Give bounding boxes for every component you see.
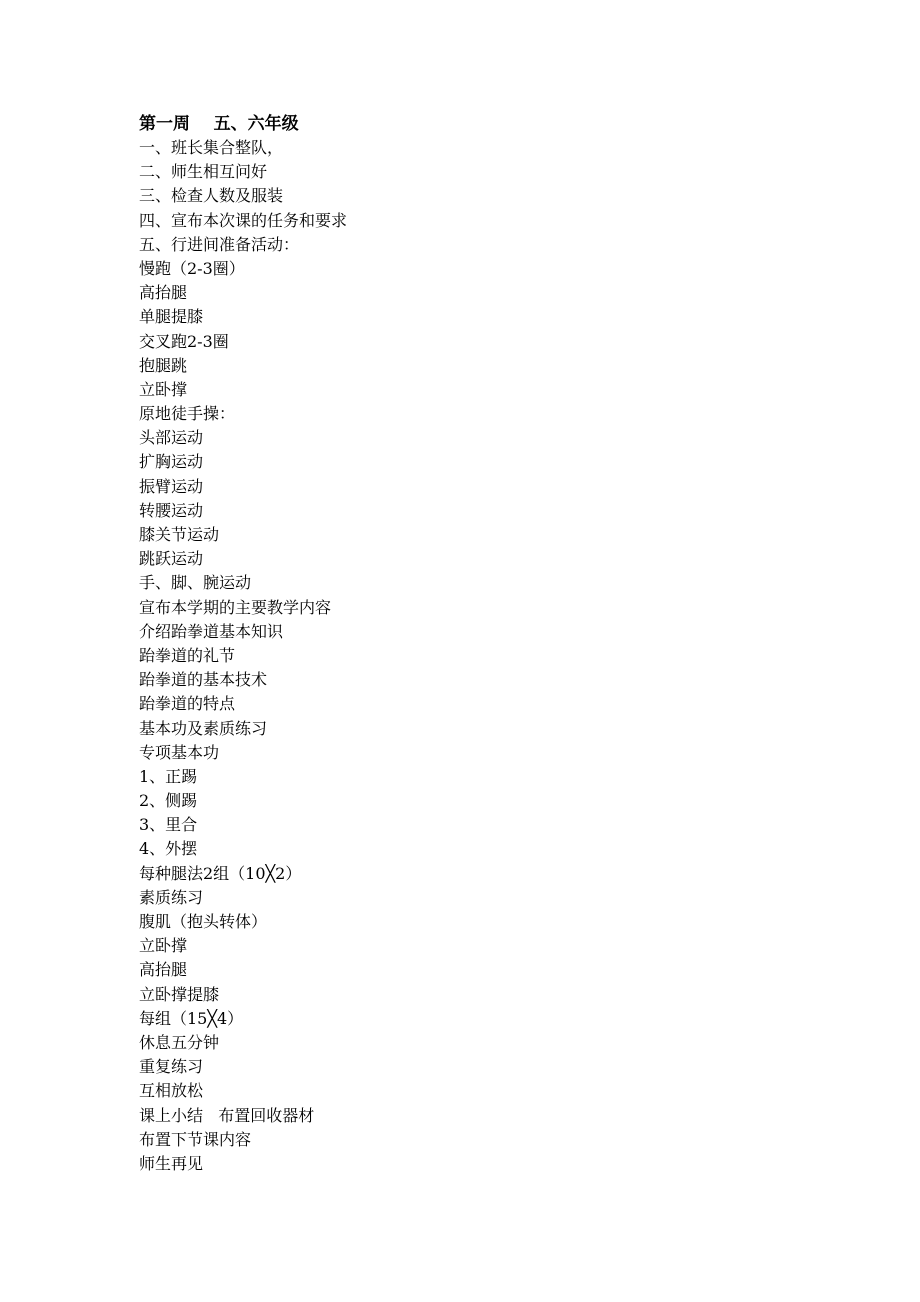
- lesson-line: 1、正踢: [139, 766, 198, 786]
- lesson-line: 跆拳道的基本技术: [139, 670, 268, 690]
- lesson-line: 转腰运动: [139, 500, 204, 520]
- lesson-line: 立卧撑: [139, 379, 188, 399]
- lesson-line: 立卧撑: [139, 936, 188, 956]
- lesson-line: 抱腿跳: [139, 355, 188, 375]
- lesson-line: 跳跃运动: [139, 549, 204, 569]
- lesson-line: 课上小结 布置回收器材: [139, 1105, 315, 1125]
- lesson-line: 师生再见: [139, 1153, 204, 1173]
- document-title: 第一周 五、六年级: [139, 114, 299, 134]
- lesson-line: 3、里合: [139, 815, 198, 835]
- lesson-line: 每组（15╳4）: [139, 1008, 244, 1028]
- lesson-line: 单腿提膝: [139, 307, 204, 327]
- lesson-line: 专项基本功: [139, 742, 220, 762]
- lesson-line: 三、检查人数及服装: [139, 186, 284, 206]
- lesson-line: 跆拳道的特点: [139, 694, 236, 714]
- lesson-line: 每种腿法2组（10╳2）: [139, 863, 302, 883]
- lesson-line: 介绍跆拳道基本知识: [139, 621, 284, 641]
- lesson-plan-content: [139, 112, 839, 1176]
- lesson-line: 基本功及素质练习: [139, 718, 268, 738]
- lesson-line: 重复练习: [139, 1057, 204, 1077]
- lesson-steps-list: [139, 136, 839, 1176]
- lesson-line: 素质练习: [139, 887, 204, 907]
- lesson-line: 一、班长集合整队，: [139, 138, 284, 157]
- lesson-line: 布置下节课内容: [139, 1129, 252, 1149]
- lesson-line: 互相放松: [139, 1081, 204, 1101]
- lesson-line: 4、外摆: [139, 839, 198, 859]
- lesson-line: 腹肌（抱头转体）: [139, 912, 268, 931]
- lesson-line: 二、师生相互问好: [139, 162, 268, 182]
- lesson-line: 宣布本学期的主要教学内容: [139, 597, 332, 617]
- lesson-line: 2、侧踢: [139, 791, 198, 811]
- lesson-line: 交叉跑2-3圈: [139, 331, 229, 351]
- lesson-line: 膝关节运动: [139, 525, 220, 544]
- lesson-line: 休息五分钟: [139, 1032, 220, 1052]
- lesson-line: 手、脚、腕运动: [139, 573, 252, 593]
- lesson-line: 跆拳道的礼节: [139, 645, 236, 665]
- lesson-line: 四、宣布本次课的任务和要求: [139, 210, 348, 230]
- lesson-line: 慢跑（2-3圈）: [139, 258, 245, 278]
- lesson-line: 立卧撑提膝: [139, 984, 220, 1004]
- lesson-line: 头部运动: [139, 428, 204, 448]
- lesson-line: 扩胸运动: [139, 452, 204, 472]
- lesson-line: 五、行进间准备活动：: [139, 234, 300, 254]
- lesson-line: 高抬腿: [139, 283, 188, 303]
- lesson-line: 高抬腿: [139, 960, 188, 980]
- lesson-line: 原地徒手操：: [139, 404, 236, 424]
- lesson-line: 振臂运动: [139, 476, 204, 496]
